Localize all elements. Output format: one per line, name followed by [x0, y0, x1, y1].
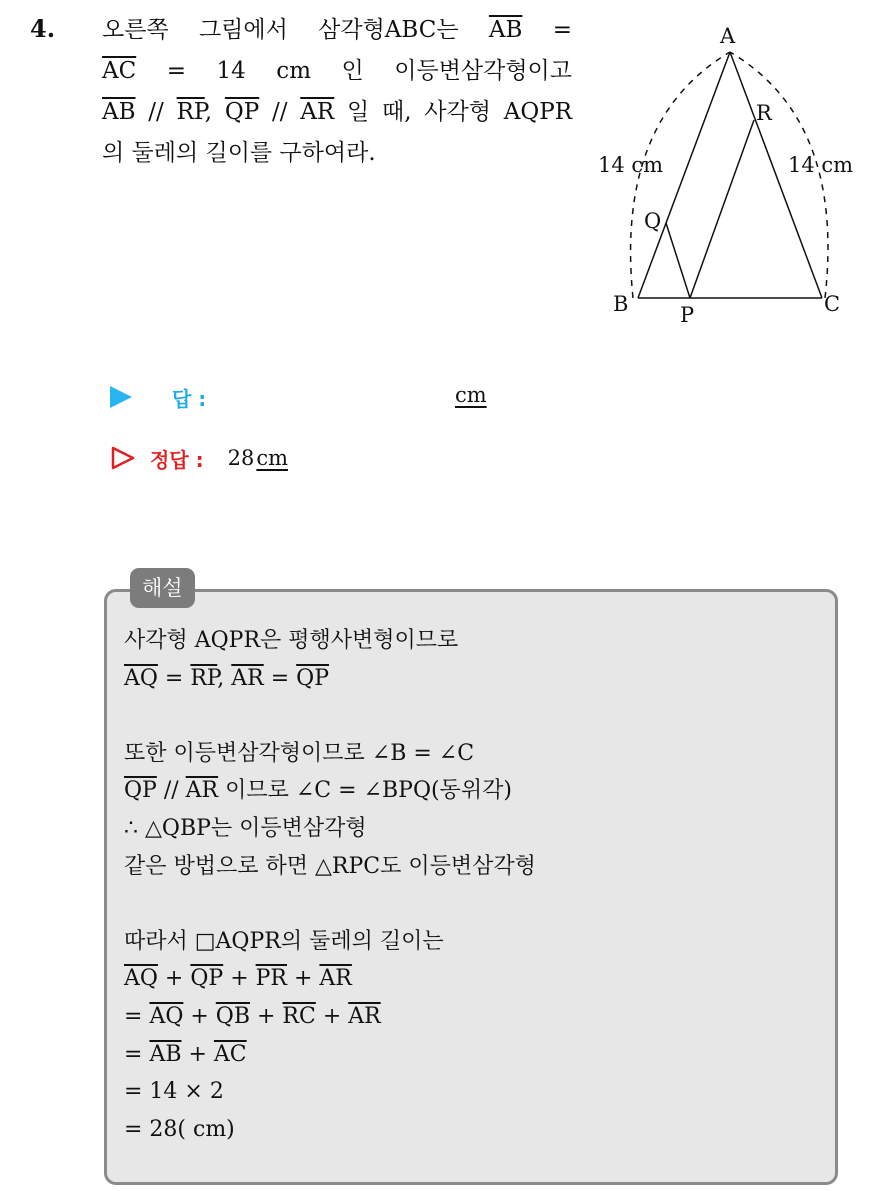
- side-length-left: 14 cm: [598, 153, 664, 177]
- solution-body: [124, 622, 824, 1148]
- correct-value: 28: [227, 446, 255, 470]
- segment-overline: $\overline{AQ}$: [149, 1003, 184, 1029]
- question-line: [102, 10, 572, 51]
- segment-overline: $\overline{AC}$: [213, 1041, 247, 1067]
- segment-overline: $\overline{QP}$: [124, 778, 157, 804]
- side-length-right: 14 cm: [788, 153, 854, 177]
- segment-overline: $\overline{AB}$: [102, 99, 136, 125]
- segment-overline: $\overline{AR}$: [185, 778, 219, 804]
- text-run: 같은 방법으로 하면 △RPC도 이등변삼각형: [124, 853, 536, 879]
- solution-line: [124, 960, 824, 998]
- text-run: +: [183, 1003, 216, 1029]
- text-run: =: [263, 665, 297, 691]
- segment-overline: $\overline{AC}$: [102, 58, 137, 84]
- segment-overline: $\overline{AB}$: [149, 1041, 182, 1067]
- segment-overline: $\overline{QP}$: [190, 966, 224, 992]
- text-run: = 14 × 2: [124, 1079, 224, 1105]
- text-run: //: [259, 99, 301, 125]
- text-run: = 28( cm): [124, 1116, 235, 1142]
- solution-line: [124, 848, 824, 886]
- question-line: [102, 92, 572, 133]
- solution-line: [124, 1111, 824, 1149]
- text-run: +: [181, 1041, 214, 1067]
- question-number: 4.: [30, 14, 56, 43]
- segment-overline: $\overline{RC}$: [282, 1003, 316, 1029]
- label-P: P: [680, 303, 695, 327]
- segment-overline: $\overline{RP}$: [190, 665, 218, 691]
- text-run: =: [124, 1003, 150, 1029]
- solution-line: [124, 998, 824, 1036]
- text-run: //: [135, 99, 177, 125]
- segment-overline: $\overline{AQ}$: [124, 665, 158, 691]
- text-run: 이므로 ∠C = ∠BPQ(동위각): [218, 778, 512, 804]
- solution-line: [124, 1073, 824, 1111]
- segment-RP: [690, 120, 754, 298]
- text-run: =: [124, 1041, 150, 1067]
- text-run: +: [250, 1003, 283, 1029]
- solution-tag: 해설: [130, 568, 195, 608]
- text-run: 사각형 AQPR은 평행사변형이므로: [124, 628, 459, 653]
- text-run: 따라서 □AQPR의 둘레의 길이는: [124, 928, 444, 954]
- question-text: [102, 10, 572, 174]
- correct-label: 정답 :: [150, 447, 204, 472]
- answer-row: [110, 380, 206, 414]
- solution-line: [124, 660, 824, 698]
- segment-overline: $\overline{QP}$: [296, 665, 329, 691]
- correct-answer-row: [110, 441, 288, 475]
- solution-line: [124, 923, 824, 961]
- text-run: +: [315, 1003, 349, 1029]
- solution-line: [124, 772, 824, 810]
- text-run: = 14 cm 인 이등변삼각형이고: [136, 58, 572, 84]
- outline-arrow-icon: [110, 445, 136, 471]
- segment-overline: $\overline{AQ}$: [124, 966, 158, 992]
- segment-overline: $\overline{QB}$: [215, 1003, 250, 1029]
- text-run: +: [287, 966, 320, 992]
- label-A: A: [720, 24, 736, 48]
- answer-label: 답 :: [172, 386, 207, 411]
- text-run: 의 둘레의 길이를 구하여라.: [102, 140, 376, 166]
- segment-overline: $\overline{AR}$: [231, 665, 264, 691]
- text-run: //: [156, 778, 186, 804]
- solution-line: [124, 735, 824, 773]
- question-line: [102, 51, 572, 92]
- text-run: +: [223, 966, 256, 992]
- text-run: +: [157, 966, 191, 992]
- question-line: [102, 133, 572, 174]
- segment-overline: $\overline{RP}$: [176, 99, 205, 125]
- label-C: C: [824, 292, 841, 316]
- solution-line: [124, 1036, 824, 1074]
- correct-unit: cm: [256, 446, 289, 470]
- segment-overline: $\overline{AR}$: [348, 1003, 381, 1029]
- segment-overline: $\overline{AR}$: [319, 966, 352, 992]
- text-run: ,: [217, 665, 232, 691]
- text-run: 또한 이등변삼각형이므로 ∠B = ∠C: [124, 740, 475, 766]
- segment-overline: $\overline{PR}$: [255, 966, 287, 992]
- solution-line: [124, 885, 824, 923]
- segment-overline: $\overline{AR}$: [300, 99, 335, 125]
- segment-QP: [666, 223, 690, 298]
- answer-unit: cm: [455, 383, 487, 407]
- label-B: B: [613, 292, 629, 316]
- text-run: ∴ △QBP는 이등변삼각형: [124, 815, 367, 841]
- text-run: =: [157, 665, 191, 691]
- correct-value-wrap: [228, 446, 288, 470]
- solution-line: [124, 810, 824, 848]
- solution-line: [124, 622, 824, 660]
- solution-line: [124, 697, 824, 735]
- text-run: =: [522, 17, 572, 43]
- triangle-figure: [580, 10, 870, 330]
- label-R: R: [756, 101, 772, 125]
- text-run: ,: [204, 99, 225, 125]
- segment-overline: $\overline{AB}$: [488, 17, 523, 43]
- play-arrow-icon: [110, 386, 132, 408]
- text-run: 오른쪽 그림에서 삼각형ABC는: [102, 17, 489, 43]
- segment-overline: $\overline{QP}$: [224, 99, 260, 125]
- label-Q: Q: [644, 209, 662, 233]
- text-run: 일 때, 사각형 AQPR: [334, 99, 573, 125]
